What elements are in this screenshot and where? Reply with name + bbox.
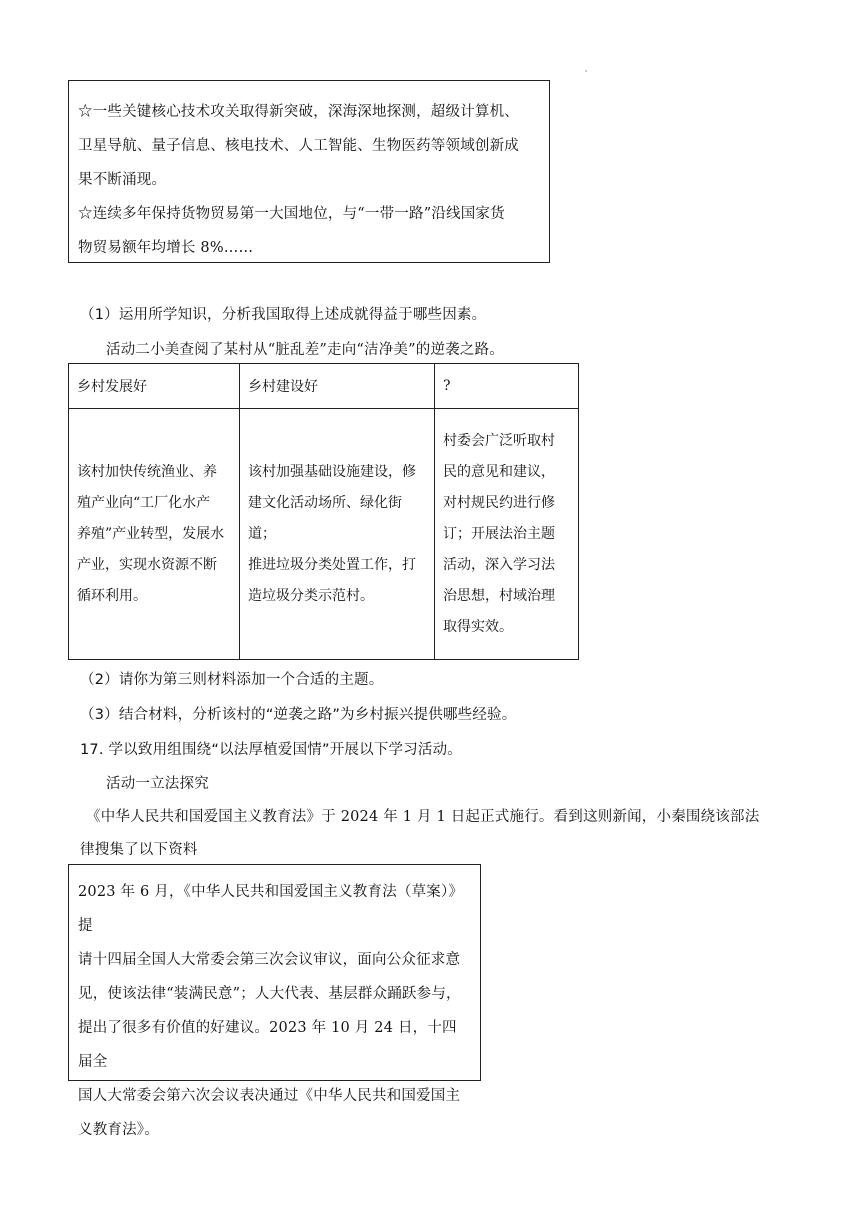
material-line: 物贸易额年均增长 8%…… <box>78 240 254 256</box>
material-box-achievements <box>68 80 550 263</box>
table-header: 乡村建设好 <box>240 364 435 409</box>
scan-speck <box>585 70 587 72</box>
question-3: （3）结合材料，分析该村的“逆袭之路”为乡村振兴提供哪些经验。 <box>80 707 517 723</box>
question-2: （2）请你为第三则材料添加一个合适的主题。 <box>80 672 384 688</box>
table-cell-governance: 村委会广泛听取村 民的意见和建议， 对村规民约进行修 订；开展法治主题 活动，深入学习法 治思想，村域治理 取得实效。 <box>435 409 579 660</box>
table-cell-construction: 该村加强基础设施建设，修 建文化活动场所、绿化街道； 推进垃圾分类处置工作，打 造垃圾分类示范村。 <box>240 409 435 660</box>
village-table <box>68 363 579 660</box>
material-line: 2023 年 6 月，《中华人民共和国爱国主义教育法（草案）》提 <box>78 884 464 934</box>
question-1: （1）运用所学知识，分析我国取得上述成就得益于哪些因素。 <box>80 307 487 323</box>
table-header: ? <box>435 364 579 409</box>
material-line: 国人大常委会第六次会议表决通过《中华人民共和国爱国主 <box>78 1088 461 1104</box>
intro-line: 律搜集了以下资料 <box>80 842 198 858</box>
material-line: ☆连续多年保持货物贸易第一大国地位，与“一带一路”沿线国家货 <box>78 206 505 222</box>
material-line: 果不断涌现。 <box>78 172 167 188</box>
material-line: ☆一些关键核心技术攻关取得新突破，深海深地探测，超级计算机、 <box>78 104 519 120</box>
material-line: 请十四届全国人大常委会第三次会议审议，面向公众征求意 <box>78 952 461 968</box>
material-line: 卫星导航、量子信息、核电技术、人工智能、生物医药等领域创新成 <box>78 138 519 154</box>
activity-1-heading: 活动一立法探究 <box>106 776 209 792</box>
intro-line: 《中华人民共和国爱国主义教育法》于 2024 年 1 月 1 日起正式施行。看到这则新闻，小秦围绕该部法 <box>86 809 760 825</box>
material-box-law <box>68 864 481 1138</box>
material-line: 见，使该法律“装满民意”；人大代表、基层群众踊跃参与， <box>78 986 461 1002</box>
material-line: 义教育法》。 <box>78 1122 159 1138</box>
table-header: 乡村发展好 <box>69 364 240 409</box>
material-line: 提出了很多有价值的好建议。2023 年 10 月 24 日，十四届全 <box>78 1020 457 1070</box>
question-17: 17. 学以致用组围绕“以法厚植爱国情”开展以下学习活动。 <box>80 742 462 758</box>
table-cell-development: 该村加快传统渔业、养 殖产业向“工厂化水产 养殖”产业转型，发展水 产业，实现水资源不断 循环利用。 <box>69 409 240 660</box>
activity-2-heading: 活动二小美查阅了某村从“脏乱差”走向“洁净美”的逆袭之路。 <box>106 342 504 358</box>
